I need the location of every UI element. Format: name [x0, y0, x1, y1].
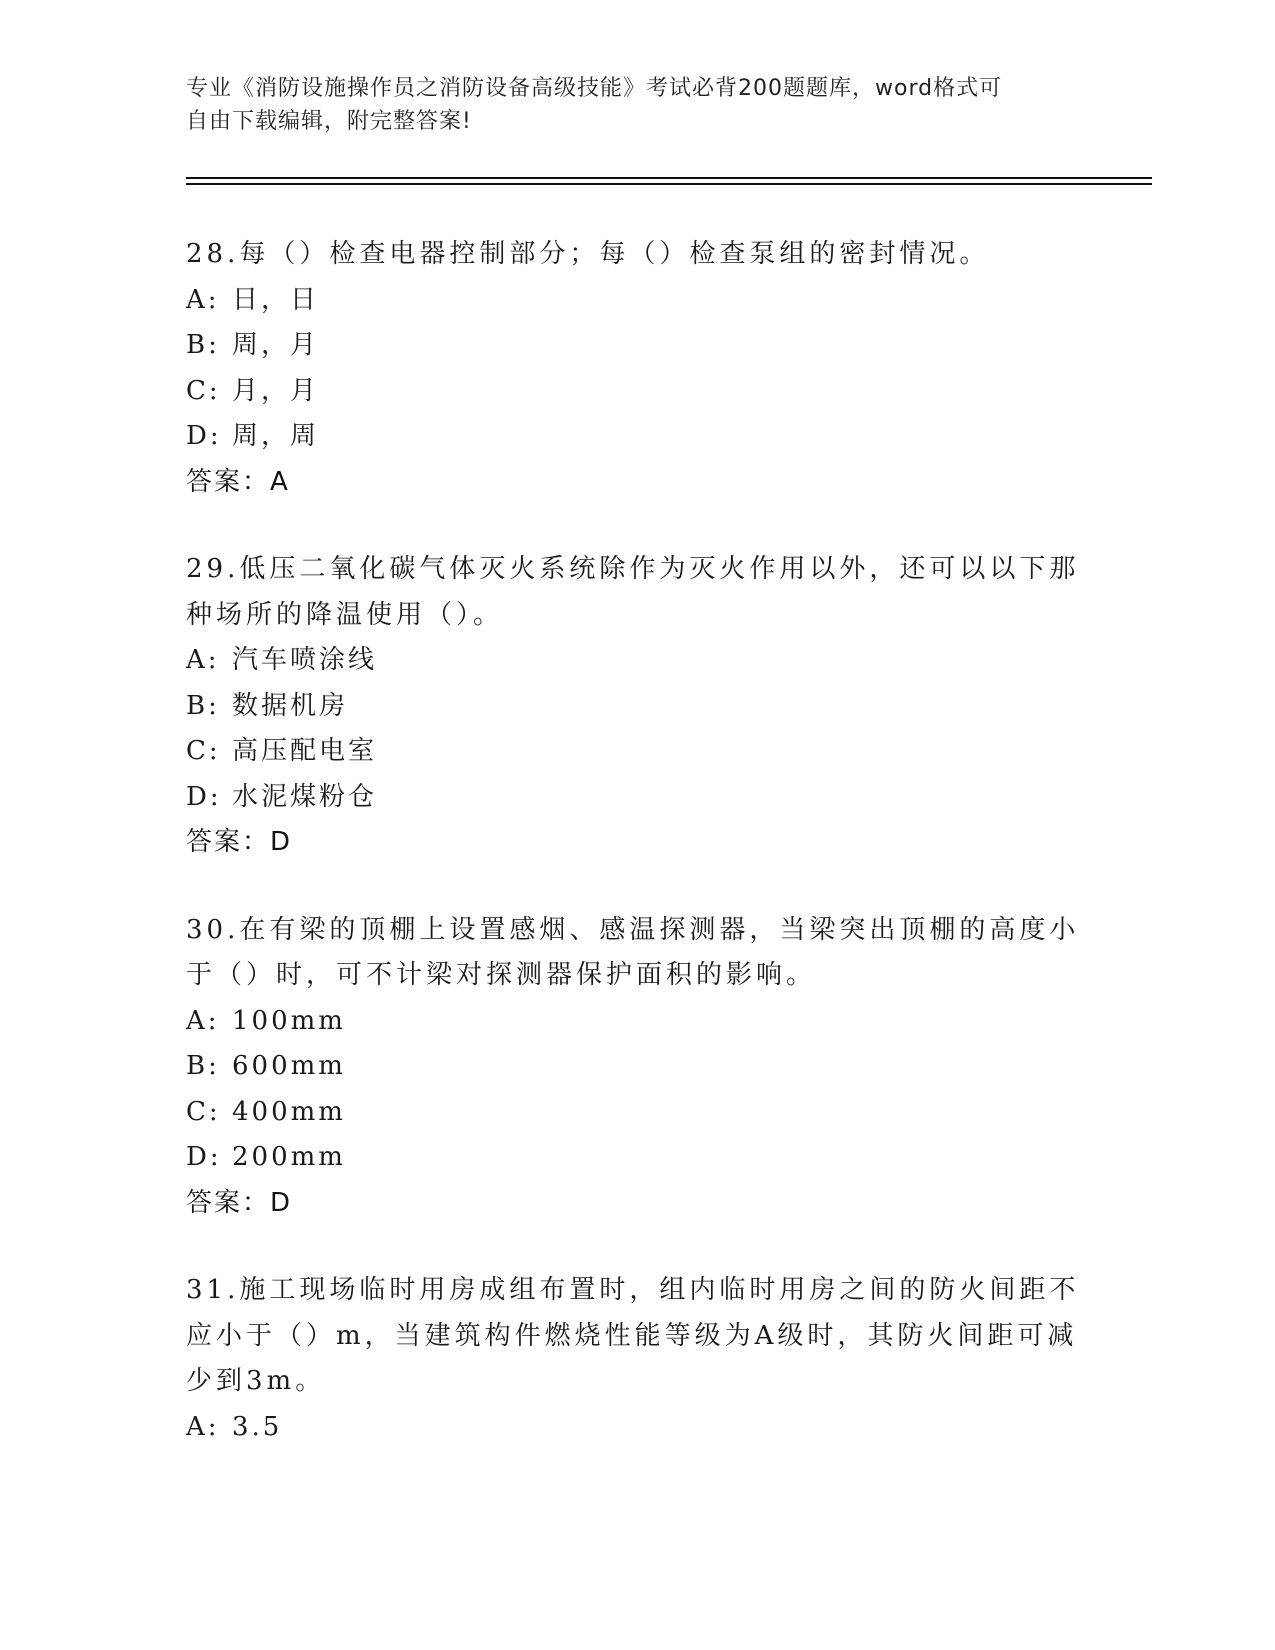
option-text: 周，月	[232, 330, 320, 360]
option-text: 汽车喷涂线	[232, 645, 378, 675]
option-text: 200mm	[232, 1142, 346, 1172]
option-text: 3.5	[232, 1411, 283, 1442]
answer-value: D	[270, 1187, 293, 1218]
option-letter: A:	[186, 1005, 220, 1036]
option-text: 400mm	[232, 1096, 346, 1127]
question-30	[186, 908, 1086, 1227]
option-c	[186, 1090, 1086, 1136]
question-29	[186, 547, 1086, 866]
option-b	[186, 1044, 1086, 1090]
question-28	[186, 232, 1086, 505]
answer-line	[186, 820, 1086, 866]
answer-line	[186, 460, 1086, 506]
option-d	[186, 1135, 1086, 1181]
option-a	[186, 278, 1086, 324]
option-letter: C:	[186, 1096, 221, 1127]
question-stem: 29.低压二氧化碳气体灭火系统除作为灭火作用以外，还可以以下那种场所的降温使用（）。	[186, 554, 1080, 630]
option-c	[186, 729, 1086, 775]
option-text: 日，日	[232, 284, 320, 315]
option-b	[186, 323, 1086, 369]
document-header	[186, 72, 1066, 138]
option-text: 月，月	[232, 375, 320, 406]
option-letter: A:	[186, 645, 220, 675]
answer-line	[186, 1181, 1086, 1227]
option-letter: A:	[186, 1411, 220, 1442]
option-text: 高压配电室	[232, 736, 378, 766]
option-text: 数据机房	[232, 690, 349, 721]
answer-label: 答案：	[186, 466, 271, 497]
option-letter: D:	[186, 421, 222, 451]
option-a	[186, 1405, 1086, 1451]
question-stem: 30.在有梁的顶棚上设置感烟、感温探测器，当梁突出顶棚的高度小于（）时，可不计梁对探测器保护面积的影响。	[186, 914, 1080, 990]
option-a	[186, 638, 1086, 684]
option-text: 100mm	[232, 1005, 346, 1036]
answer-value: A	[270, 466, 290, 497]
option-b	[186, 684, 1086, 730]
question-stem: 31.施工现场临时用房成组布置时，组内临时用房之间的防火间距不应小于（）m，当建筑构件燃烧性能等级为A级时，其防火间距可减少到3m。	[186, 1275, 1080, 1396]
option-letter: A:	[186, 284, 220, 315]
option-text: 周，周	[232, 421, 320, 451]
header-line-1: 专业《消防设施操作员之消防设备高级技能》考试必背200题题库，word格式可	[186, 76, 1003, 101]
question-stem: 28.每（）检查电器控制部分；每（）检查泵组的密封情况。	[186, 239, 990, 269]
option-d	[186, 775, 1086, 821]
answer-value: D	[270, 827, 293, 857]
question-31	[186, 1268, 1086, 1450]
option-text: 水泥煤粉仓	[232, 781, 378, 812]
option-letter: C:	[186, 375, 221, 406]
option-letter: C:	[186, 736, 221, 766]
question-list	[186, 232, 1086, 1492]
option-letter: B:	[186, 690, 220, 721]
header-divider-top	[186, 177, 1152, 179]
option-letter: B:	[186, 330, 220, 360]
option-c	[186, 369, 1086, 415]
answer-label: 答案：	[186, 1187, 271, 1218]
option-d	[186, 414, 1086, 460]
option-a	[186, 999, 1086, 1045]
option-letter: D:	[186, 781, 222, 812]
option-letter: D:	[186, 1142, 222, 1172]
option-letter: B:	[186, 1051, 220, 1081]
header-divider-bottom	[186, 183, 1152, 185]
option-text: 600mm	[232, 1051, 346, 1081]
header-line-2: 自由下载编辑，附完整答案!	[186, 109, 472, 134]
answer-label: 答案：	[186, 827, 271, 857]
